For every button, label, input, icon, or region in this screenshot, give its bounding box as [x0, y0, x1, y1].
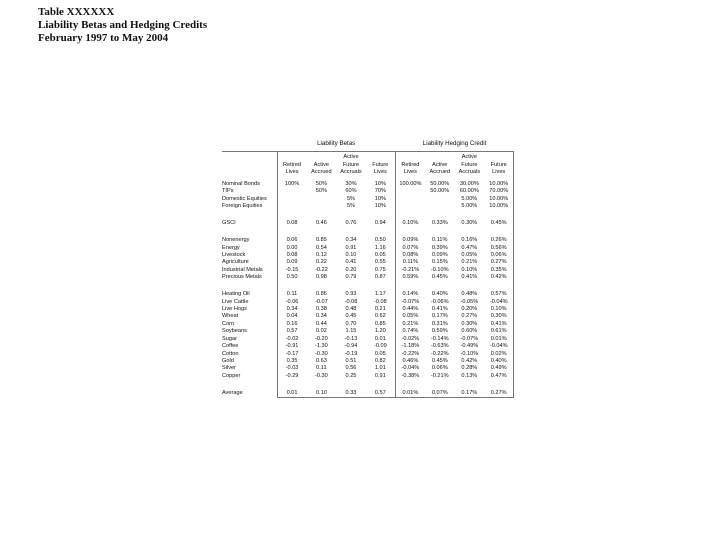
- table-cell: -0.30: [315, 350, 328, 357]
- table-cell: 0.79: [345, 274, 357, 281]
- table-cell: -0.06%: [430, 298, 449, 305]
- table-cell: 0.87: [374, 274, 386, 281]
- table-cell: 0.47%: [484, 373, 514, 380]
- document-title: [38, 6, 207, 45]
- table-cell: 1.17: [374, 291, 386, 298]
- table-cell: 0.17%: [431, 313, 448, 320]
- table-cell: -0.94: [344, 343, 358, 350]
- table-cell: 10.00%: [484, 181, 514, 188]
- table-cell: 0.21%: [461, 259, 478, 266]
- table-cell: 0.05: [374, 252, 386, 259]
- column-header-line: Lives: [403, 168, 417, 175]
- title-line-2: Liability Betas and Hedging Credits: [38, 19, 208, 31]
- column-header-line: Active: [313, 161, 329, 168]
- table-cell: 0.28%: [461, 365, 478, 372]
- row-label: GSCI: [222, 220, 236, 227]
- table-cell: 0.16%: [461, 237, 478, 244]
- table-row: [222, 336, 514, 343]
- table-cell: 0.50: [374, 237, 386, 244]
- table-row: [222, 291, 514, 298]
- table-cell: 60.00%: [459, 188, 479, 195]
- table-cell: [395, 188, 425, 195]
- table-cell: 10.00%: [484, 203, 514, 210]
- table-cell: 10.00%: [484, 196, 514, 203]
- column-header-line: Retired: [401, 161, 420, 168]
- row-label: Industrial Metals: [222, 266, 263, 273]
- table-cell: 0.05%: [395, 313, 425, 320]
- table-cell: 0.27%: [461, 313, 478, 320]
- row-label: Cotton: [222, 350, 239, 357]
- table-cell: -0.63%: [430, 343, 449, 350]
- table-cell: 0.11: [277, 291, 307, 298]
- table-cell: 0.10%: [484, 306, 514, 313]
- table-cell: 0.57: [366, 390, 396, 398]
- column-header: [425, 152, 455, 177]
- table-cell: 0.22: [315, 259, 327, 266]
- table-cell: 5%: [346, 195, 356, 202]
- column-header-line: Active: [432, 161, 448, 168]
- table-cell: 50.00%: [430, 188, 450, 195]
- table-cell: -0.02: [277, 336, 307, 343]
- liability-table: [222, 140, 514, 398]
- table-cell: 0.82: [374, 357, 386, 364]
- table-cell: 0.50: [277, 274, 307, 281]
- table-cell: 70%: [374, 188, 386, 195]
- table-cell: 0.08%: [395, 252, 425, 259]
- row-label: Wheat: [222, 313, 239, 320]
- table-row: [222, 299, 514, 306]
- table-cell: -0.02%: [395, 336, 425, 343]
- column-header: [366, 152, 396, 177]
- column-header-line: Future: [342, 161, 360, 168]
- table-row: [222, 321, 514, 328]
- table-cell: [277, 196, 307, 203]
- column-header-line: Future: [490, 161, 507, 168]
- table-cell: -0.07%: [395, 299, 425, 306]
- table-cell: 0.45%: [431, 357, 448, 364]
- table-cell: -1.18%: [395, 343, 425, 350]
- table-cell: 0.21: [374, 306, 386, 313]
- column-header-line: Lives: [285, 168, 299, 175]
- row-label: Heating Oil: [222, 291, 250, 298]
- table-cell: 0.25: [345, 372, 357, 379]
- row-label: Precious Metals: [222, 274, 262, 281]
- table-row: [222, 373, 514, 380]
- table-cell: -0.38%: [395, 373, 425, 380]
- table-cell: 0.44: [315, 320, 327, 327]
- table-cell: 0.30%: [461, 320, 478, 327]
- table-cell: -0.17: [277, 351, 307, 358]
- table-cell: 0.06%: [431, 365, 448, 372]
- table-cell: 0.08: [277, 220, 307, 227]
- table-cell: 0.62: [374, 313, 386, 320]
- table-cell: -0.20: [315, 335, 328, 342]
- table-row: [222, 181, 514, 188]
- table-cell: 0.05: [374, 350, 386, 357]
- table-cell: 0.14%: [395, 291, 425, 298]
- table-cell: 0.01%: [395, 390, 425, 398]
- table-cell: 0.57%: [484, 291, 514, 298]
- table-cell: -0.08: [344, 298, 358, 305]
- spacer-row: [222, 228, 514, 238]
- table-cell: 0.00: [277, 245, 307, 252]
- row-label: Foreign Equities: [222, 203, 263, 210]
- table-cell: 0.35%: [484, 267, 514, 274]
- table-cell: 0.04: [277, 313, 307, 320]
- table-cell: 5.00%: [461, 195, 478, 202]
- table-cell: 0.08: [277, 252, 307, 259]
- table-row: [222, 259, 514, 266]
- row-label: Live Cattle: [222, 298, 249, 305]
- table-cell: -0.04%: [484, 299, 514, 306]
- table-cell: 50.00%: [430, 181, 450, 187]
- table-cell: 0.91: [345, 244, 357, 251]
- table-cell: 0.49%: [484, 365, 514, 372]
- spacer-row: [222, 380, 514, 390]
- table-cell: 0.20%: [461, 306, 478, 313]
- table-cell: -0.08: [373, 298, 387, 305]
- column-header: [484, 152, 514, 177]
- column-header-line: Accrued: [429, 168, 451, 175]
- table-cell: 0.02: [315, 328, 327, 335]
- table-cell: 0.41: [345, 259, 357, 266]
- table-cell: 0.09: [277, 259, 307, 266]
- group-header-liability-hedging-credit: Liability Hedging Credit: [422, 140, 487, 147]
- table-cell: 0.11%: [432, 237, 448, 244]
- table-cell: [307, 196, 337, 203]
- table-cell: 1.15: [345, 328, 357, 335]
- table-cell: -0.07: [315, 298, 328, 305]
- table-row: [222, 306, 514, 313]
- table-cell: 0.40%: [484, 358, 514, 365]
- table-cell: 0.41%: [461, 274, 478, 281]
- table-row: [222, 313, 514, 320]
- table-cell: -0.49%: [460, 343, 479, 350]
- table-cell: 0.48%: [461, 291, 478, 298]
- table-cell: 100.00%: [395, 181, 425, 188]
- table-cell: 10%: [374, 203, 386, 210]
- table-cell: 0.30%: [484, 313, 514, 320]
- table-cell: 0.85: [374, 320, 386, 327]
- table-cell: 0.33%: [431, 220, 448, 227]
- table-cell: 0.45%: [431, 274, 448, 281]
- table-cell: 0.93: [345, 291, 357, 298]
- table-cell: 60%: [345, 188, 357, 195]
- title-line-3: February 1997 to May 2004: [38, 32, 169, 44]
- table-cell: -0.09: [373, 343, 387, 350]
- table-cell: -1.30: [315, 343, 328, 350]
- table-row: [222, 245, 514, 252]
- table-row: [222, 328, 514, 335]
- column-header-line: Accrued: [311, 168, 332, 175]
- table-cell: 0.07%: [395, 245, 425, 252]
- column-header-line: Retired: [283, 161, 302, 168]
- table-row: [222, 390, 514, 398]
- row-label: Silver: [222, 365, 236, 372]
- table-cell: 0.17%: [455, 390, 485, 398]
- table-cell: 0.47%: [461, 244, 478, 251]
- table-cell: 0.10: [345, 252, 357, 259]
- table-cell: 1.16: [374, 244, 386, 251]
- table-cell: 70.00%: [484, 188, 514, 195]
- table-cell: 0.01: [374, 335, 386, 342]
- table-cell: -0.29: [277, 373, 307, 380]
- table-cell: 0.16: [277, 321, 307, 328]
- table-cell: [277, 203, 307, 210]
- table-cell: -0.06: [277, 299, 307, 306]
- table-row: [222, 196, 514, 203]
- table-cell: 0.70: [345, 320, 357, 327]
- table-cell: 0.21%: [395, 321, 425, 328]
- column-header-line: Future: [372, 161, 389, 168]
- column-header-line: Future: [461, 161, 478, 168]
- table-cell: 0.60%: [461, 328, 478, 335]
- table-cell: [425, 196, 455, 203]
- table-cell: 50%: [315, 181, 327, 187]
- column-header-line: Accruals: [458, 168, 481, 175]
- table-cell: 0.02%: [484, 351, 514, 358]
- table-body: [222, 176, 514, 398]
- table-cell: [307, 203, 337, 210]
- table-row: [222, 237, 514, 244]
- row-label: Coffee: [222, 343, 239, 350]
- table-cell: 0.10%: [395, 220, 425, 227]
- table-row: [222, 188, 514, 195]
- row-label: Corn: [222, 320, 235, 327]
- spacer-row: [222, 282, 514, 292]
- table-cell: 0.05%: [461, 252, 478, 259]
- table-cell: -0.04%: [484, 343, 514, 350]
- table-cell: 10%: [374, 181, 386, 187]
- table-cell: -0.30: [315, 372, 328, 379]
- column-header-line: Lives: [492, 168, 506, 175]
- table-cell: 0.98: [315, 274, 327, 281]
- table-cell: [425, 203, 455, 210]
- table-cell: 0.11%: [395, 259, 425, 266]
- table-cell: 1.20: [374, 328, 386, 335]
- table-row: [222, 343, 514, 350]
- table-cell: 30.00%: [459, 181, 479, 187]
- table-cell: -0.22%: [395, 351, 425, 358]
- table-row: [222, 267, 514, 274]
- table-cell: 0.44%: [395, 306, 425, 313]
- row-label: Nonenergy: [222, 237, 250, 244]
- table-cell: -0.15: [277, 267, 307, 274]
- table-cell: -0.91: [277, 343, 307, 350]
- table-cell: [395, 196, 425, 203]
- table-cell: 100%: [277, 181, 307, 188]
- table-cell: 0.86: [315, 291, 327, 298]
- group-header-liability-betas: Liability Betas: [317, 140, 356, 147]
- table-cell: 0.94: [374, 220, 386, 227]
- table-cell: 0.27%: [484, 390, 514, 398]
- column-header: [307, 152, 337, 177]
- table-row: [222, 252, 514, 259]
- row-label: Soybeans: [222, 328, 247, 335]
- title-line-1: Table XXXXXX: [38, 6, 115, 18]
- table-row: [222, 365, 514, 372]
- column-header: [455, 152, 485, 177]
- table-cell: 0.75: [374, 266, 386, 273]
- table-cell: 0.20: [345, 266, 357, 273]
- table-cell: 10%: [374, 195, 386, 202]
- row-label: Livestock: [222, 252, 246, 259]
- table-cell: 0.42%: [484, 274, 514, 281]
- table-cell: 0.34: [277, 306, 307, 313]
- table-cell: 0.09%: [395, 237, 425, 244]
- table-cell: 0.13%: [461, 372, 478, 379]
- table-cell: 0.56: [345, 365, 357, 372]
- table-cell: 0.54: [315, 244, 327, 251]
- table-cell: 0.06: [277, 237, 307, 244]
- table-cell: 0.33: [336, 390, 366, 398]
- row-label: Energy: [222, 244, 240, 251]
- table-cell: 0.39%: [431, 244, 448, 251]
- table-cell: -0.05%: [460, 298, 479, 305]
- table-cell: 0.10: [307, 390, 337, 398]
- table-cell: 1.01: [374, 365, 386, 372]
- table-cell: 0.45%: [484, 220, 514, 227]
- table-cell: 0.48: [345, 306, 357, 313]
- column-header-line: Active: [343, 154, 359, 161]
- table-cell: 0.38: [315, 306, 327, 313]
- table-cell: 0.26%: [484, 237, 514, 244]
- table-cell: 0.46: [315, 220, 327, 227]
- table-cell: 0.55: [374, 259, 386, 266]
- table-cell: 0.76: [345, 220, 357, 227]
- table-cell: -0.13: [344, 335, 358, 342]
- spacer-row: [222, 211, 514, 221]
- table-cell: 0.01: [277, 390, 307, 398]
- row-label: TIPs: [222, 188, 234, 195]
- table-cell: -0.22: [315, 266, 328, 273]
- table-cell: 0.41%: [431, 306, 448, 313]
- table-row: [222, 358, 514, 365]
- column-header: [395, 152, 425, 177]
- table-cell: -0.03: [277, 365, 307, 372]
- table-cell: 0.27%: [484, 259, 514, 266]
- row-label: Sugar: [222, 335, 237, 342]
- table-cell: 50%: [315, 188, 327, 195]
- table-row: [222, 220, 514, 227]
- table-cell: [395, 203, 425, 210]
- table-cell: 0.45: [345, 313, 357, 320]
- table-cell: 0.06%: [484, 252, 514, 259]
- table-cell: [277, 188, 307, 195]
- table-cell: 0.40%: [431, 291, 448, 298]
- table-cell: 0.91: [374, 372, 386, 379]
- row-label: Domestic Equities: [222, 195, 267, 202]
- table-cell: 0.59%: [431, 328, 448, 335]
- table-cell: 0.34: [315, 313, 327, 320]
- table-cell: 0.35: [277, 358, 307, 365]
- table-cell: -0.14%: [430, 335, 449, 342]
- table-cell: 0.85: [315, 237, 327, 244]
- row-label: Agriculture: [222, 259, 249, 266]
- column-header-row: [222, 152, 514, 177]
- table-cell: -0.04%: [395, 365, 425, 372]
- table-cell: -0.07%: [460, 335, 479, 342]
- table-cell: 0.01%: [484, 336, 514, 343]
- table-cell: 0.34: [345, 237, 357, 244]
- table-cell: 0.12: [315, 252, 327, 259]
- table-row: [222, 351, 514, 358]
- row-label: Average: [222, 389, 243, 396]
- table-cell: 0.30%: [461, 220, 478, 227]
- table-cell: 0.59%: [395, 274, 425, 281]
- table-row: [222, 203, 514, 210]
- column-header-line: Lives: [373, 168, 387, 175]
- table-cell: 0.74%: [395, 328, 425, 335]
- table-cell: 5%: [346, 203, 356, 210]
- table-cell: 0.07%: [425, 390, 455, 398]
- table-cell: 5.00%: [461, 203, 478, 210]
- row-label: Copper: [222, 372, 241, 379]
- table-cell: 30%: [345, 181, 357, 187]
- table-cell: 0.61%: [484, 328, 514, 335]
- table-cell: 0.63: [315, 357, 327, 364]
- table-cell: -0.21%: [395, 267, 425, 274]
- table-cell: 0.41%: [484, 321, 514, 328]
- table-cell: 0.46%: [395, 358, 425, 365]
- row-label: Nominal Bonds: [222, 181, 260, 187]
- table-cell: 0.11: [316, 365, 327, 372]
- row-label: Live Hogs: [222, 306, 247, 313]
- table-cell: 0.10%: [461, 266, 478, 273]
- table-row: [222, 274, 514, 281]
- column-header-line: Active: [461, 154, 477, 161]
- column-header: [277, 152, 307, 177]
- table-cell: 0.57: [277, 328, 307, 335]
- table-cell: 0.15%: [431, 259, 448, 266]
- table-cell: -0.22%: [430, 350, 449, 357]
- table-cell: -0.10%: [460, 350, 479, 357]
- table-cell: 0.56%: [484, 245, 514, 252]
- table-cell: -0.21%: [430, 372, 449, 379]
- table-cell: 0.42%: [461, 357, 478, 364]
- table-cell: 0.31%: [431, 320, 448, 327]
- table-cell: 0.51: [345, 357, 357, 364]
- table-cell: -0.10%: [430, 266, 449, 273]
- column-header-line: Accruals: [340, 168, 362, 175]
- row-label: Gold: [222, 357, 234, 364]
- table-cell: -0.19: [344, 350, 358, 357]
- table-cell: 0.09%: [431, 252, 448, 259]
- column-header: [336, 152, 366, 177]
